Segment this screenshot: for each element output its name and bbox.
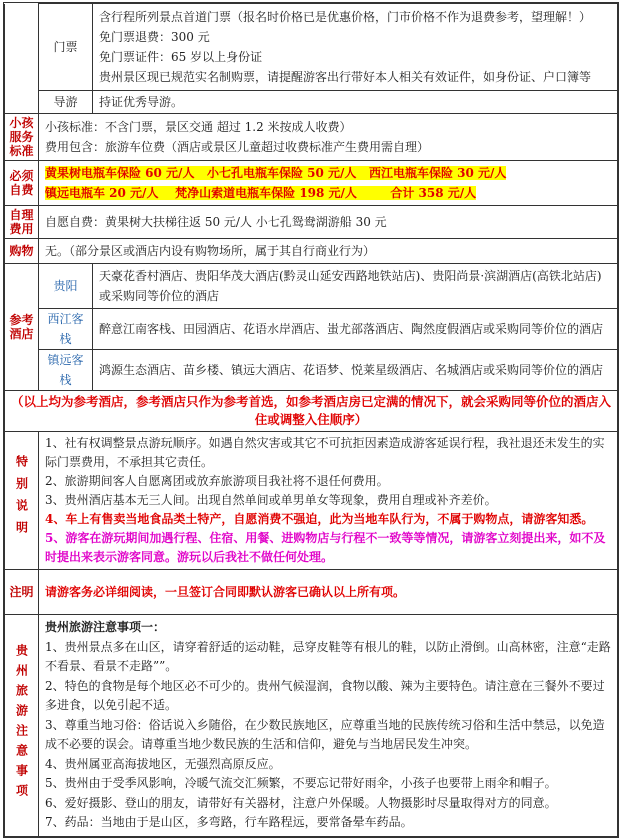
attention-label: 注明 [5,570,39,615]
travel-item: 3、尊重当地习俗：俗话说入乡随俗，在少数民族地区，应尊重当地的民族传统习俗和生活中禁忌，以免造成不必要的误会。请尊重当地少数民族的生活和信仰，避免与当地居民发生冲突。 [45,717,605,751]
guide-text: 持证优秀导游。 [93,91,618,114]
child-row [5,114,618,161]
guide-label: 导游 [39,91,93,114]
special-content [39,432,618,570]
special-label: 特别说明 [14,455,29,543]
travel-item: 4、贵州属亚高海拔地区，无强烈高原反应。 [45,756,281,771]
mandatory-row [5,161,618,206]
hotel-city: 西江客栈 [39,309,93,350]
ticket-line: 贵州景区现已规范实名制购票，请提醒游客出行带好本人相关有效证件，如身份证、户口簿等 [99,70,592,84]
hotel-note-row [5,391,618,432]
child-line: 小孩标准：不含门票，景区交通 超过 1.2 米按成人收费） [45,120,352,134]
mandatory-content [39,161,618,206]
mandatory-label: 必须自费 [5,161,39,206]
hotel-city: 镇远客栈 [39,350,93,391]
special-item: 1、社有权调整景点游玩顺序。如遇自然灾害或其它不可抗拒因素造成游客延误行程，我社退还未发生的实际门票费用，不承担其它责任。 [45,436,605,469]
travel-label: 贵州旅游注意事项 [14,643,29,804]
itinerary-table [4,3,618,837]
ticket-empty-cell [5,4,39,91]
hotel-note: （以上均为参考酒店，参考酒店只作为参考首选，如参考酒店房已定满的情况下，就会采购同等价位的酒店入住或调整入住顺序） [5,391,618,432]
special-item-highlight: 4、车上有售卖当地食品类土特产，自愿消费不强迫，此为当地车队行为，不属于购物点，请游客知悉。 [45,512,594,526]
optional-label: 自理费用 [5,206,39,239]
ticket-line: 含行程所列景点首道门票（报名时价格已是优惠价格，门市价格不作为退费参考，望理解！） [99,10,592,24]
hotel-list: 醉意江南客栈、田园酒店、花语水岸酒店、蚩尤部落酒店、陶然度假酒店或采购同等价位的酒店 [93,309,618,350]
travel-content [39,615,618,837]
hotels-label: 参考酒店 [5,264,39,391]
shopping-row [5,239,618,264]
guide-empty-cell [5,91,39,114]
hotel-city: 贵阳 [39,264,93,309]
ticket-label: 门票 [39,4,93,91]
travel-item: 2、特色的食物是每个地区必不可少的。贵州气候湿润，食物以酸、辣为主要特色。请注意在三餐外不要过多进食，以免引起不适。 [45,678,605,712]
attention-text: 请游客务必详细阅读，一旦签订合同即默认游客已确认以上所有项。 [39,570,618,615]
special-row [5,432,618,570]
travel-item: 5、贵州由于受季风影响，冷暖气流交汇频繁，不要忘记带好雨伞，小孩子也要带上雨伞和帽子。 [45,776,557,790]
ticket-line: 免门票证件：65 岁以上身份证 [99,50,263,64]
mandatory-line-1: 黄果树电瓶车保险 60 元/人 小七孔电瓶车保险 50 元/人 西江电瓶车保险 30 元/人 [45,166,507,180]
child-line: 费用包含：旅游车位费（酒店或景区儿童超过收费标准产生费用需自理） [45,140,430,154]
child-content [39,114,618,161]
travel-row [5,615,618,837]
special-label-cell [5,432,39,570]
travel-item: 6、爱好摄影、登山的朋友，请带好有关器材，注意户外保暖。人物摄影时尽量取得对方的同意。 [45,795,557,810]
special-item-highlight: 5、游客在游玩期间加遇行程、住宿、用餐、进购物店与行程不一致等等情况，请游客立刻提出来，如不及时提出来表示游客同意。游玩以后我社不做任何处理。 [45,531,606,564]
travel-item: 1、贵州景点多在山区，请穿着舒适的运动鞋，忌穿皮鞋等有根儿的鞋，以防止滑倒。山高林密，注意“走路不看景、看景不走路””。 [45,639,611,673]
guide-row [5,91,618,114]
hotel-list: 天豪花香村酒店、贵阳华茂大酒店(黔灵山延安西路地铁站店)、贵阳尚景·滨湖酒店(高铁北站店)或采购同等价位的酒店 [93,264,618,309]
hotel-row-guiyang [5,264,618,309]
travel-item: 7、药品：当地由于是山区，多弯路，行车路程远，要常备晕车药品。 [45,815,413,829]
optional-text: 自愿自费：黄果树大扶梯往返 50 元/人 小七孔鸳鸯湖游船 30 元 [39,206,618,239]
ticket-row [5,4,618,91]
optional-row [5,206,618,239]
special-item: 3、贵州酒店基本无三人间。出现自然单间或单男单女等现象，费用自理或补齐差价。 [45,493,497,507]
shopping-label: 购物 [5,239,39,264]
itinerary-document [3,2,619,838]
travel-label-cell [5,615,39,837]
child-label: 小孩服务标准 [5,114,39,161]
special-item: 2、旅游期间客人自愿离团或放弃旅游项目我社将不退任何费用。 [45,474,389,488]
mandatory-line-2: 镇远电瓶车 20 元/人 梵净山索道电瓶车保险 198 元/人 合计 358 元/人 [45,186,477,200]
ticket-content [93,4,618,91]
ticket-line: 免门票退费：300 元 [99,30,210,44]
shopping-text: 无。（部分景区或酒店内设有购物场所，属于其自行商业行为） [39,239,618,264]
travel-title: 贵州旅游注意事项一： [45,620,166,634]
hotel-row-xijiang [5,309,618,350]
attention-row [5,570,618,615]
hotel-row-zhenyuan [5,350,618,391]
hotel-list: 鸿源生态酒店、苗乡楼、镇远大酒店、花语梦、悦莱星级酒店、名城酒店或采购同等价位的酒店 [93,350,618,391]
